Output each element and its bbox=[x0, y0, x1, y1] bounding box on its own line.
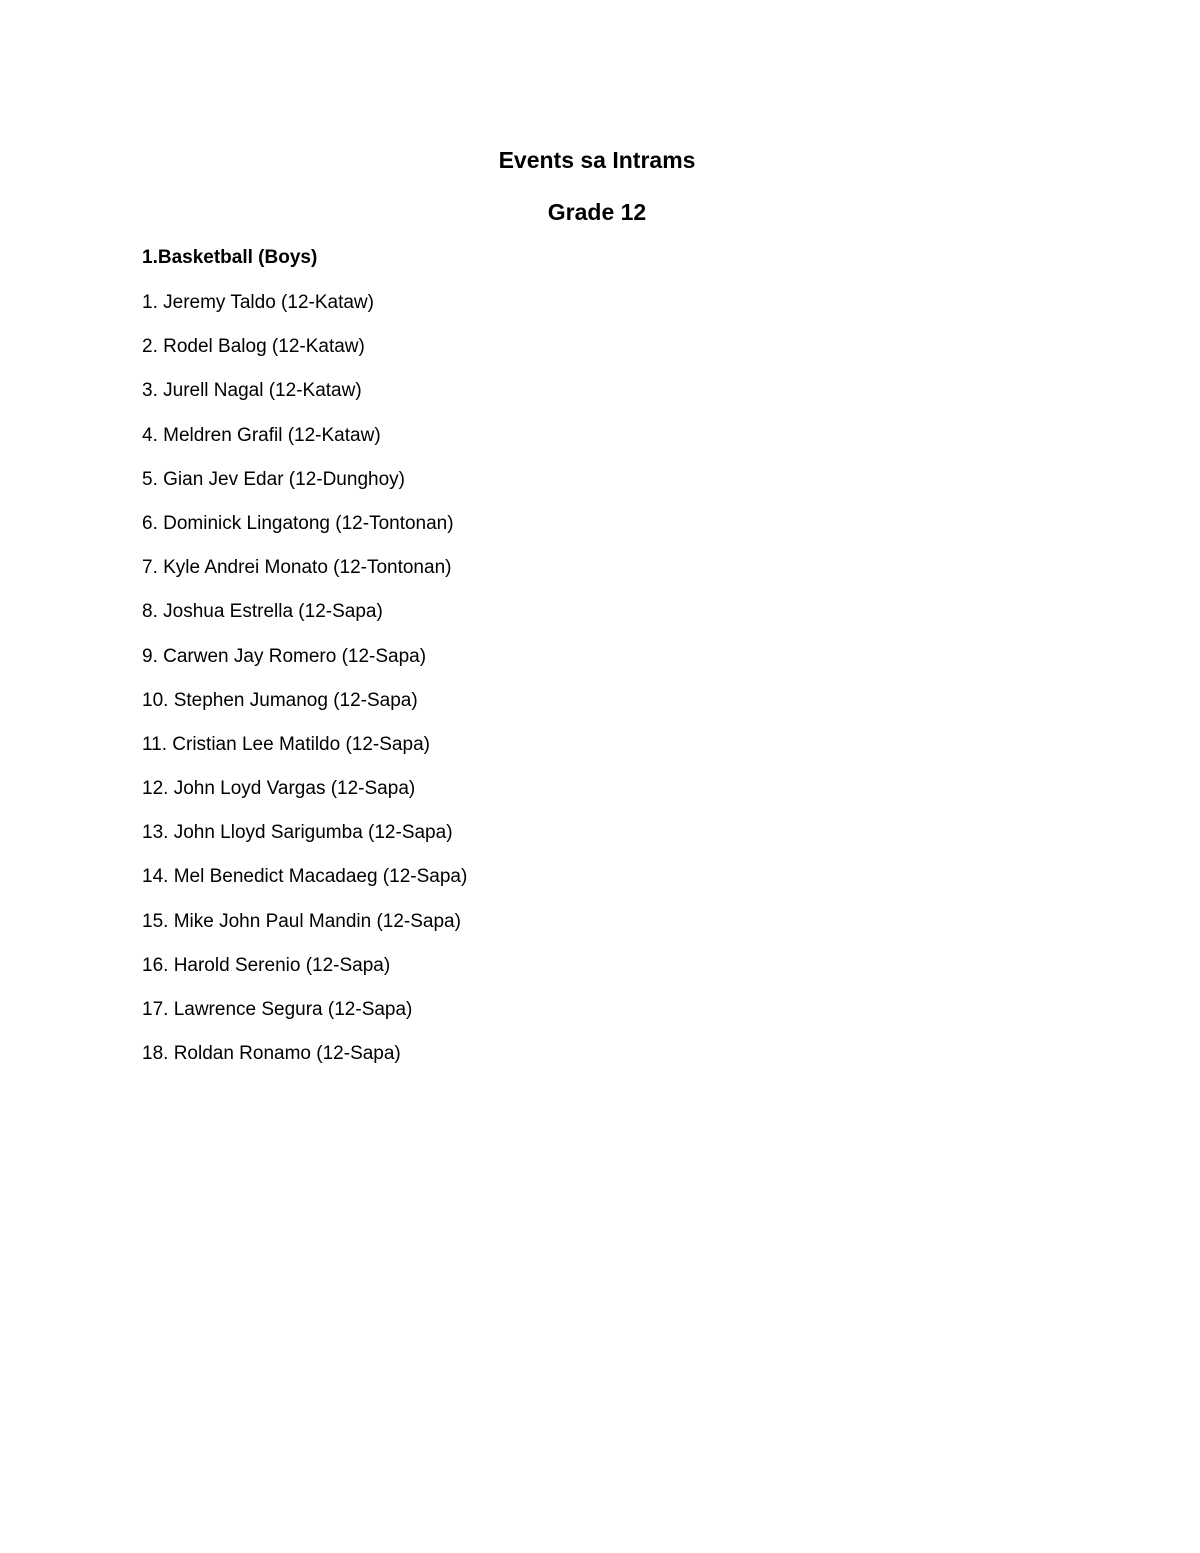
grade-subtitle: Grade 12 bbox=[547, 199, 647, 225]
list-item: 12. John Loyd Vargas (12-Sapa) bbox=[142, 778, 416, 800]
list-item: 6. Dominick Lingatong (12-Tontonan) bbox=[142, 512, 454, 534]
event-heading: 1.Basketball (Boys) bbox=[142, 247, 318, 268]
list-item: 2. Rodel Balog (12-Kataw) bbox=[142, 336, 365, 358]
list-item: 11. Cristian Lee Matildo (12-Sapa) bbox=[142, 733, 430, 755]
list-item: 1. Jeremy Taldo (12-Kataw) bbox=[142, 292, 374, 313]
list-item: 9. Carwen Jay Romero (12-Sapa) bbox=[142, 645, 427, 667]
list-item: 18. Roldan Ronamo (12-Sapa) bbox=[142, 1043, 401, 1065]
list-item: 8. Joshua Estrella (12-Sapa) bbox=[142, 601, 383, 623]
list-item: 4. Meldren Grafil (12-Kataw) bbox=[142, 424, 381, 446]
list-item: 10. Stephen Jumanog (12-Sapa) bbox=[142, 689, 418, 711]
player-list bbox=[142, 291, 467, 1086]
list-item: 7. Kyle Andrei Monato (12-Tontonan) bbox=[142, 557, 452, 579]
list-item: 17. Lawrence Segura (12-Sapa) bbox=[142, 999, 413, 1020]
list-item: 13. John Lloyd Sarigumba (12-Sapa) bbox=[142, 822, 453, 844]
list-item: 5. Gian Jev Edar (12-Dunghoy) bbox=[142, 468, 405, 490]
document-title: Events sa Intrams bbox=[498, 147, 696, 173]
list-item: 15. Mike John Paul Mandin (12-Sapa) bbox=[142, 910, 461, 932]
list-item: 16. Harold Serenio (12-Sapa) bbox=[142, 954, 391, 976]
list-item: 3. Jurell Nagal (12-Kataw) bbox=[142, 380, 362, 402]
list-item: 14. Mel Benedict Macadaeg (12-Sapa) bbox=[142, 866, 468, 888]
